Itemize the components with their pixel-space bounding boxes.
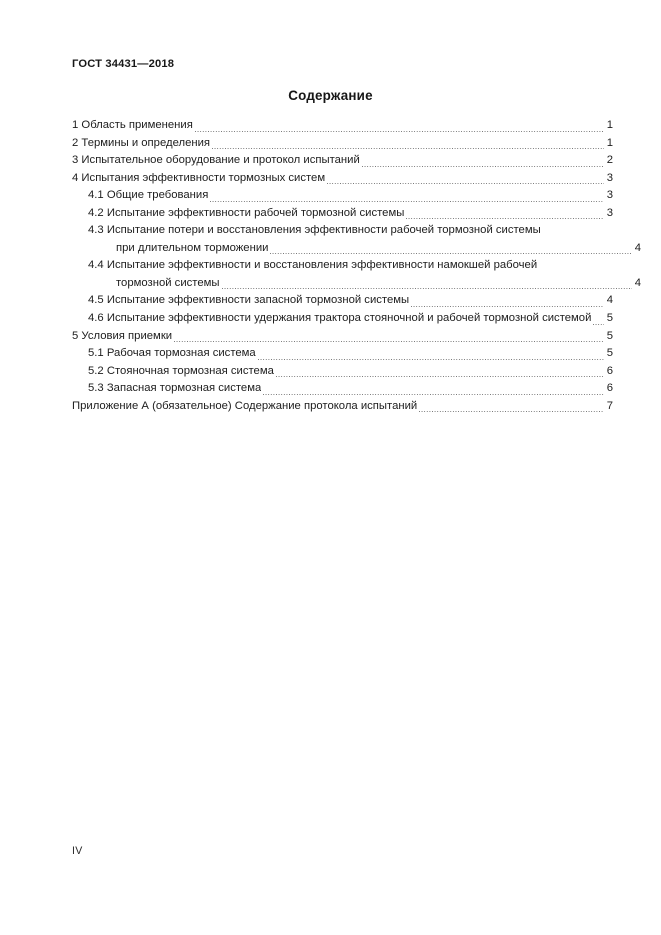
- toc-entry-text: 5 Условия приемки: [72, 329, 173, 342]
- toc-entry-text: 4.4 Испытание эффективности и восстановления эффективности намокшей рабочей: [88, 259, 538, 272]
- toc-entry[interactable]: [72, 187, 613, 205]
- toc-page-number: 6: [606, 382, 613, 395]
- toc-page-number: 4: [634, 241, 641, 254]
- toc-page-number: 5: [606, 347, 613, 360]
- toc-page-number: 3: [606, 171, 613, 184]
- toc-entry[interactable]: [72, 135, 613, 153]
- toc-entry-text: 4.6 Испытание эффективности удержания трактора стояночной и рабочей тормозной системой: [88, 312, 592, 325]
- toc-entry[interactable]: [72, 363, 613, 381]
- toc-dot-leader: [411, 306, 604, 307]
- toc-entry-text: 2 Термины и определения: [72, 136, 211, 149]
- toc-entry-text-continued: тормозной системы: [116, 276, 220, 289]
- toc-entry-text-continued: при длительном торможении: [116, 241, 269, 254]
- toc-dot-leader: [222, 288, 632, 289]
- toc-entry[interactable]: [72, 310, 613, 328]
- toc-entry[interactable]: [72, 328, 613, 346]
- toc-entry-text: 4 Испытания эффективности тормозных систем: [72, 171, 326, 184]
- toc-entry-text: 3 Испытательное оборудование и протокол испытаний: [72, 154, 360, 167]
- table-of-contents: [72, 117, 641, 415]
- page-folio: IV: [72, 845, 83, 857]
- toc-page-number: 7: [606, 399, 613, 412]
- toc-entry[interactable]: [72, 222, 641, 257]
- toc-dot-leader: [419, 411, 604, 412]
- toc-entry[interactable]: [72, 398, 613, 416]
- toc-page-number: 1: [606, 119, 613, 131]
- toc-dot-leader: [258, 359, 604, 360]
- toc-page-number: 2: [606, 154, 613, 167]
- toc-entry[interactable]: [72, 345, 613, 363]
- toc-entry-text: 4.2 Испытание эффективности рабочей тормозной системы: [88, 206, 405, 219]
- toc-dot-leader: [362, 166, 604, 167]
- toc-entry[interactable]: [72, 380, 613, 398]
- toc-entry[interactable]: [72, 152, 613, 170]
- toc-page-number: 6: [606, 364, 613, 377]
- toc-entry[interactable]: [72, 170, 613, 188]
- toc-page-number: 4: [606, 294, 613, 307]
- toc-dot-leader: [210, 201, 604, 202]
- toc-entry[interactable]: [72, 205, 613, 223]
- toc-entry-text: 5.1 Рабочая тормозная система: [88, 347, 256, 360]
- page-title: Содержание: [288, 88, 373, 103]
- toc-entry-text: 5.2 Стояночная тормозная система: [88, 364, 274, 377]
- toc-entry[interactable]: [72, 117, 613, 135]
- toc-dot-leader: [327, 183, 604, 184]
- toc-page-number: 3: [606, 189, 613, 202]
- toc-dot-leader: [270, 253, 632, 254]
- toc-entry-text: 4.1 Общие требования: [88, 189, 209, 202]
- toc-entry[interactable]: [72, 292, 613, 310]
- toc-entry-text: 4.5 Испытание эффективности запасной тормозной системы: [88, 294, 410, 307]
- toc-dot-leader: [174, 341, 604, 342]
- toc-dot-leader: [212, 148, 604, 149]
- toc-dot-leader: [276, 376, 604, 377]
- toc-entry-text: 4.3 Испытание потери и восстановления эффективности рабочей тормозной системы: [88, 224, 541, 237]
- toc-page-number: 4: [634, 276, 641, 289]
- toc-entry[interactable]: [72, 257, 641, 292]
- toc-entry-text: 1 Область применения: [72, 119, 193, 131]
- toc-page-number: 5: [606, 329, 613, 342]
- toc-page-number: 1: [606, 136, 613, 149]
- toc-dot-leader: [593, 324, 604, 325]
- toc-dot-leader: [406, 218, 604, 219]
- toc-dot-leader: [195, 131, 604, 132]
- toc-page-number: 3: [606, 206, 613, 219]
- toc-page-number: 5: [606, 312, 613, 325]
- running-head-standard-number: ГОСТ 34431—2018: [72, 58, 175, 70]
- toc-entry-text: Приложение А (обязательное) Содержание протокола испытаний: [72, 399, 418, 412]
- toc-dot-leader: [263, 394, 604, 395]
- toc-entry-text: 5.3 Запасная тормозная система: [88, 382, 262, 395]
